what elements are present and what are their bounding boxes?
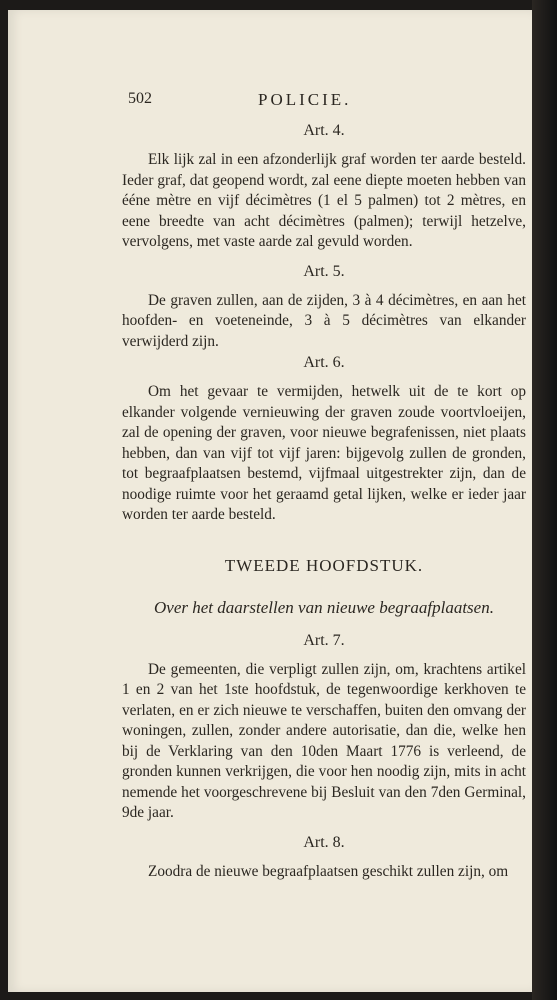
article-6-heading: Art. 6. bbox=[303, 354, 345, 371]
article-7-text: De gemeenten, die verpligt zullen zijn, om, krachtens artikel 1 en 2 van het 1ste hoofdstuk, de tegenwoordige kerkhoven te verlaten, en er zich nieuwe te verschaffen, buiten den omvang der woningen, zullen, zonder andere autorisatie, dan die, welke hen bij de Verklaring van den 10den Maart 1776 is verleend, de gronden kunnen verkrijgen, die voor hen noodig zijn, mits in acht nemende het voorgeschrevene bij Besluit van den 7den Germinal, 9de jaar. bbox=[122, 660, 526, 821]
article-4-heading: Art. 4. bbox=[303, 122, 345, 139]
article-7-heading: Art. 7. bbox=[303, 631, 345, 649]
page-text-block bbox=[122, 90, 526, 892]
article-5-text: De graven zullen, aan de zijden, 3 à 4 décimètres, en aan het hoofden- en voeteneinde, 3 à 5 décimètres van elkander verwijderd zijn. bbox=[122, 291, 526, 350]
running-title: POLICIE. bbox=[258, 90, 352, 109]
page-header bbox=[122, 90, 526, 116]
scan-background-edge bbox=[532, 0, 557, 1000]
chapter-subtitle: Over het daarstellen van nieuwe begraafplaatsen. bbox=[154, 597, 494, 617]
article-8-text: Zoodra de nieuwe begraafplaatsen geschikt zullen zijn, om bbox=[148, 862, 509, 880]
article-5-heading: Art. 5. bbox=[303, 262, 345, 280]
article-4-text: Elk lijk zal in een afzonderlijk graf worden ter aarde besteld. Ieder graf, dat geopend wordt, zal eene diepte moeten hebben van ééne mètre en vijf décimètres (1 el 5 palmen) tot 2 mètres, en eene breedte van acht décimètres (palmen); terwijl hetzelve, vervolgens, met vaste aarde zal gevuld worden. bbox=[122, 151, 526, 250]
chapter-title: TWEEDE HOOFDSTUK. bbox=[224, 555, 424, 575]
article-6-text: Om het gevaar te vermijden, hetwelk uit de te kort op elkander volgende vernieuwing der graven zoude voortvloeijen, zal de opening der graven, voor nieuwe begrafenissen, niet plaats hebben, dan van vijf tot vijf jaren: bijgevolg zullen de gronden, tot begraafplaatsen bestemd, vijfmaal uitgestrekter zijn, dan de noodige ruimte voor het geraamd getal lijken, welke er ieder jaar worden ter aarde besteld. bbox=[122, 383, 526, 523]
article-8-heading: Art. 8. bbox=[303, 833, 345, 851]
page-number: 502 bbox=[128, 90, 152, 107]
